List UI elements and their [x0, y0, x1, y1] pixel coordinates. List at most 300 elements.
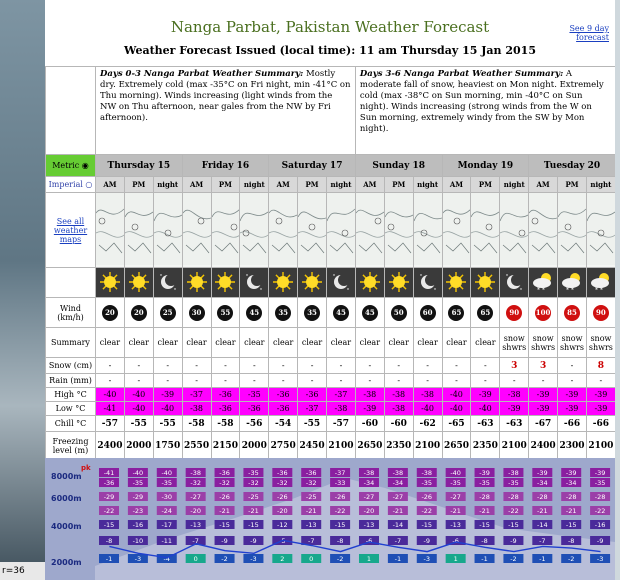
high-row	[46, 388, 616, 402]
rain-cell: -	[240, 374, 269, 388]
chill-cell: -65	[442, 416, 471, 432]
high-temp-cell: -38	[413, 388, 442, 402]
snow-cell: 3	[529, 358, 558, 374]
time-slot: night	[413, 177, 442, 193]
weather-map-image	[414, 193, 442, 265]
snow-cell: -	[240, 358, 269, 374]
profile-temp-value: -13	[190, 521, 201, 529]
profile-temp-value: -27	[190, 493, 201, 501]
profile-temp-value: -38	[508, 469, 519, 477]
low-temp-cell: -38	[182, 402, 211, 416]
radio-empty-icon[interactable]: ○	[82, 180, 93, 189]
summary-cell: clear	[240, 328, 269, 358]
summary-cell: snow shwrs	[529, 328, 558, 358]
summary-cell: clear	[471, 328, 500, 358]
snow-cell: -	[558, 358, 587, 374]
high-temp-cell: -40	[124, 388, 153, 402]
weather-map-thumbnail[interactable]	[500, 193, 529, 268]
weather-map-thumbnail[interactable]	[471, 193, 500, 268]
profile-temp-value: -9	[221, 537, 228, 545]
chill-cell: -66	[586, 416, 615, 432]
wind-cell	[529, 298, 558, 328]
chill-cell: -57	[327, 416, 356, 432]
metric-toggle[interactable]	[46, 155, 96, 177]
high-temp-cell: -36	[269, 388, 298, 402]
profile-temp-value: -26	[219, 493, 230, 501]
chill-cell: -54	[269, 416, 298, 432]
profile-temp-value: -21	[219, 507, 230, 515]
summary-row	[46, 67, 616, 155]
time-slot: night	[240, 177, 269, 193]
snow-label: Snow (cm)	[46, 358, 96, 374]
profile-temp-value: -7	[192, 537, 199, 545]
freezing-cell: 2750	[269, 432, 298, 460]
profile-temp-value: -22	[103, 507, 115, 515]
time-slot: PM	[384, 177, 413, 193]
profile-temp-value: -16	[594, 521, 606, 529]
chill-cell: -58	[182, 416, 211, 432]
wind-cell	[327, 298, 356, 328]
see-weather-maps-link[interactable]: See all weather maps	[53, 216, 88, 244]
weather-map-thumbnail[interactable]	[529, 193, 558, 268]
profile-temp-value: -7	[539, 537, 546, 545]
low-temp-cell: -39	[586, 402, 615, 416]
profile-temp-value: -20	[190, 507, 201, 515]
low-temp-cell: -40	[471, 402, 500, 416]
profile-temp-value: -39	[594, 469, 606, 477]
weather-map-thumbnail[interactable]	[269, 193, 298, 268]
weather-map-thumbnail[interactable]	[182, 193, 211, 268]
altitude-level-label: 8000m	[51, 472, 82, 481]
freezing-cell: 2000	[124, 432, 153, 460]
wind-label: Wind (km/h)	[46, 298, 96, 328]
summary-heading: Days 0-3 Nanga Parbat Weather Summary:	[100, 69, 304, 79]
weather-map-image	[183, 193, 211, 265]
summary-cell: clear	[124, 328, 153, 358]
wind-direction-icon: 20	[131, 305, 147, 321]
snow-cloud-icon	[529, 268, 558, 298]
maps-row	[46, 193, 616, 268]
profile-temp-value: -21	[392, 507, 404, 515]
profile-temp-value: -34	[392, 479, 404, 487]
profile-temp-value: 1	[366, 555, 372, 563]
profile-temp-value: -5	[279, 537, 286, 545]
profile-temp-value: -3	[596, 555, 604, 563]
weather-map-thumbnail[interactable]	[586, 193, 615, 268]
snow-cell: -	[153, 358, 182, 374]
profile-temp-value: -25	[305, 493, 317, 501]
snow-cell: 3	[500, 358, 529, 374]
weather-map-thumbnail[interactable]	[96, 193, 125, 268]
high-temp-cell: -40	[96, 388, 125, 402]
profile-temp-value: -9	[250, 537, 257, 545]
sun-icon	[211, 268, 240, 298]
slot-row	[46, 177, 616, 193]
profile-temp-value: -3	[250, 555, 257, 563]
profile-temp-value: -39	[537, 469, 548, 477]
wind-cell	[124, 298, 153, 328]
chill-cell: -57	[96, 416, 125, 432]
profile-temp-value: -28	[508, 493, 519, 501]
wind-cell	[586, 298, 615, 328]
window-edge	[615, 0, 620, 580]
profile-temp-value: -27	[363, 493, 375, 501]
summary-cell: snow shwrs	[500, 328, 529, 358]
low-temp-cell: -38	[384, 402, 413, 416]
profile-temp-value: -13	[363, 521, 375, 529]
time-slot: AM	[182, 177, 211, 193]
profile-temp-value: -32	[277, 479, 288, 487]
weather-map-image	[356, 193, 384, 265]
freezing-row	[46, 432, 616, 460]
profile-temp-value: -32	[248, 479, 259, 487]
sun-icon	[442, 268, 471, 298]
imperial-toggle[interactable]	[46, 177, 96, 193]
chill-cell: -60	[384, 416, 413, 432]
day-header: Sunday 18	[355, 155, 442, 177]
high-temp-cell: -35	[240, 388, 269, 402]
rain-cell: -	[327, 374, 356, 388]
weather-map-thumbnail[interactable]	[384, 193, 413, 268]
weather-map-thumbnail[interactable]	[211, 193, 240, 268]
wind-direction-icon: 30	[189, 305, 205, 321]
profile-temp-value: -16	[132, 521, 144, 529]
profile-temp-value: -9	[596, 537, 604, 545]
profile-temp-value: -36	[305, 469, 317, 477]
profile-temp-value: -11	[161, 537, 173, 545]
profile-temp-value: -35	[450, 479, 461, 487]
low-temp-cell: -41	[96, 402, 125, 416]
summary-cell: clear	[327, 328, 356, 358]
snow-cell: -	[471, 358, 500, 374]
freezing-cell: 2100	[586, 432, 615, 460]
low-temp-cell: -36	[269, 402, 298, 416]
profile-temp-value: -6	[365, 537, 373, 545]
summary-cell: clear	[211, 328, 240, 358]
weather-map-thumbnail[interactable]	[240, 193, 269, 268]
profile-temp-value: -27	[450, 493, 461, 501]
weather-maps-link-cell	[46, 193, 96, 268]
sun-icon	[298, 268, 327, 298]
chill-cell: -67	[529, 416, 558, 432]
high-temp-cell: -38	[355, 388, 384, 402]
summary-cell: clear	[269, 328, 298, 358]
profile-temp-value: -10	[132, 537, 144, 545]
weather-map-thumbnail[interactable]	[298, 193, 327, 268]
profile-temp-value: -3	[423, 555, 431, 563]
summary-cell: clear	[413, 328, 442, 358]
snow-cell: -	[355, 358, 384, 374]
wind-direction-icon: 20	[102, 305, 118, 321]
time-slot: night	[500, 177, 529, 193]
low-temp-cell: -39	[355, 402, 384, 416]
rain-cell: -	[442, 374, 471, 388]
rain-cell: -	[211, 374, 240, 388]
profile-temp-value: -8	[336, 537, 344, 545]
radio-selected-icon[interactable]: ◉	[79, 161, 89, 170]
low-temp-cell: -39	[500, 402, 529, 416]
moon-icon	[500, 268, 529, 298]
summary-corner	[46, 67, 96, 155]
summary-text: A moderate fall of snow, heaviest on Mon night. Extremely cold (max -38°C on Sun morning, min -40°C on Sun night). Winds increasing (strong winds from the W on Sun morning, extremely windy from the SW by Mon night).	[359, 69, 604, 134]
wind-direction-icon: 65	[448, 305, 464, 321]
weather-map-thumbnail[interactable]	[355, 193, 384, 268]
profile-temp-value: -20	[277, 507, 288, 515]
chill-cell: -63	[500, 416, 529, 432]
summary-heading: Days 3-6 Nanga Parbat Weather Summary:	[359, 69, 564, 79]
profile-temp-value: -9	[423, 537, 431, 545]
summary-text: Mostly dry. Extremely cold (max -35°C on Fri night, min -41°C on Thu morning). Winds increasing (light winds from the NW on Thu afternoon, near gales from the NW by Fri afternoon).	[100, 69, 351, 123]
profile-temp-value: -36	[277, 469, 288, 477]
profile-temp-value: -13	[305, 521, 317, 529]
sun-icon	[124, 268, 153, 298]
profile-temp-value: -35	[594, 479, 606, 487]
metric-label: Metric	[52, 161, 80, 170]
profile-temp-value: -21	[248, 507, 259, 515]
moon-icon	[153, 268, 182, 298]
rain-label: Rain (mm)	[46, 374, 96, 388]
profile-temp-value: -15	[248, 521, 259, 529]
weather-map-image	[471, 193, 499, 265]
high-temp-cell: -39	[558, 388, 587, 402]
day-header: Saturday 17	[269, 155, 356, 177]
rain-row	[46, 374, 616, 388]
profile-temp-value: -20	[363, 507, 375, 515]
moon-icon	[413, 268, 442, 298]
profile-temp-value: -21	[450, 507, 461, 515]
weather-map-image	[240, 193, 268, 265]
chill-cell: -55	[298, 416, 327, 432]
nine-day-forecast-link[interactable]: See 9 day forecast	[569, 24, 609, 42]
wind-cell	[240, 298, 269, 328]
snow-cell: -	[413, 358, 442, 374]
time-slot: AM	[442, 177, 471, 193]
chill-cell: -63	[471, 416, 500, 432]
profile-temp-value: -41	[103, 469, 115, 477]
profile-temp-value: -1	[105, 555, 113, 563]
weather-map-image	[558, 193, 586, 265]
weather-summary-1	[355, 67, 615, 155]
weather-map-thumbnail[interactable]	[413, 193, 442, 268]
sun-icon	[269, 268, 298, 298]
profile-temp-value: -2	[336, 555, 344, 563]
low-label: Low °C	[46, 402, 96, 416]
time-slot: AM	[269, 177, 298, 193]
profile-temp-value: -23	[132, 507, 144, 515]
low-temp-cell: -36	[240, 402, 269, 416]
profile-temp-value: -2	[567, 555, 575, 563]
profile-temp-value: -14	[392, 521, 404, 529]
profile-temp-value: -22	[421, 507, 433, 515]
weather-map-thumbnail[interactable]	[153, 193, 182, 268]
wind-cell	[211, 298, 240, 328]
high-temp-cell: -39	[529, 388, 558, 402]
weather-map-thumbnail[interactable]	[558, 193, 587, 268]
chill-cell: -66	[558, 416, 587, 432]
rain-cell: -	[182, 374, 211, 388]
summary-cell: snow shwrs	[586, 328, 615, 358]
freezing-cell: 2350	[384, 432, 413, 460]
profile-temp-value: -34	[537, 479, 548, 487]
chill-row	[46, 416, 616, 432]
sun-icon	[355, 268, 384, 298]
page-title: Nanga Parbat, Pakistan Weather Forecast	[170, 18, 490, 36]
time-slot: AM	[355, 177, 384, 193]
weather-map-thumbnail[interactable]	[442, 193, 471, 268]
day-header: Thursday 15	[96, 155, 183, 177]
wind-direction-icon: 45	[362, 305, 378, 321]
weather-map-image	[298, 193, 326, 265]
profile-temp-value: -38	[190, 469, 201, 477]
icon-label-blank	[46, 268, 96, 298]
profile-temp-value: -36	[103, 479, 115, 487]
freezing-cell: 2400	[96, 432, 125, 460]
wind-direction-icon: 90	[506, 305, 522, 321]
chill-cell: -55	[153, 416, 182, 432]
profile-temp-value: 2	[280, 555, 285, 563]
profile-temp-value: -26	[277, 493, 288, 501]
wind-row	[46, 298, 616, 328]
snow-cloud-icon	[558, 268, 587, 298]
freezing-cell: 2150	[211, 432, 240, 460]
profile-temp-value: -21	[565, 507, 577, 515]
wind-cell	[471, 298, 500, 328]
profile-temp-value: 0	[309, 555, 314, 563]
altitude-profile	[45, 458, 615, 580]
profile-temp-value: -32	[190, 479, 201, 487]
summary-label: Summary	[46, 328, 96, 358]
profile-temp-value: -38	[392, 469, 404, 477]
page-header	[45, 0, 615, 66]
weather-map-image	[154, 193, 182, 265]
snow-cell: -	[298, 358, 327, 374]
weather-map-image	[587, 193, 615, 265]
forecast-table	[45, 66, 615, 460]
high-temp-cell: -39	[471, 388, 500, 402]
low-temp-cell: -36	[211, 402, 240, 416]
profile-temp-value: -21	[305, 507, 317, 515]
profile-temp-value: -35	[248, 469, 259, 477]
freezing-cell: 1750	[153, 432, 182, 460]
time-slot: PM	[558, 177, 587, 193]
time-slot: night	[586, 177, 615, 193]
rain-cell: -	[558, 374, 587, 388]
profile-temp-value: -1	[394, 555, 402, 563]
freezing-cell: 2650	[355, 432, 384, 460]
time-slot: PM	[211, 177, 240, 193]
rain-cell: -	[471, 374, 500, 388]
snow-cell: -	[182, 358, 211, 374]
profile-temp-value: -8	[567, 537, 575, 545]
weather-map-thumbnail[interactable]	[327, 193, 356, 268]
profile-temp-value: -28	[479, 493, 490, 501]
chill-cell: -56	[240, 416, 269, 432]
wind-cell	[355, 298, 384, 328]
profile-temp-value: -36	[219, 469, 230, 477]
day-header: Monday 19	[442, 155, 529, 177]
profile-temp-value: -35	[479, 479, 490, 487]
wind-cell	[413, 298, 442, 328]
profile-temp-value: -39	[565, 469, 577, 477]
snow-cell: -	[327, 358, 356, 374]
summary-cell: clear	[355, 328, 384, 358]
profile-temp-value: 0	[193, 555, 198, 563]
low-temp-cell: -40	[124, 402, 153, 416]
profile-temp-value: -1	[539, 555, 546, 563]
profile-temp-value: -15	[421, 521, 433, 529]
snow-cell: -	[96, 358, 125, 374]
wind-direction-icon: 50	[391, 305, 407, 321]
svg-text:* *: * *	[594, 286, 603, 294]
sun-icon	[96, 268, 125, 298]
svg-text:* *: * *	[565, 286, 574, 294]
snow-cell: -	[384, 358, 413, 374]
wind-cell	[442, 298, 471, 328]
chill-cell: -62	[413, 416, 442, 432]
profile-temp-value: -35	[132, 479, 144, 487]
profile-temp-value: -4	[163, 555, 171, 563]
profile-temp-value: -32	[219, 479, 230, 487]
low-temp-cell: -38	[327, 402, 356, 416]
snow-cloud-icon	[586, 268, 615, 298]
weather-map-thumbnail[interactable]	[124, 193, 153, 268]
rain-cell: -	[96, 374, 125, 388]
freezing-cell: 2000	[240, 432, 269, 460]
profile-temp-value: -7	[394, 537, 402, 545]
profile-temp-value: -21	[537, 507, 548, 515]
profile-temp-value: -40	[161, 469, 173, 477]
wind-direction-icon: 55	[217, 305, 233, 321]
profile-temp-value: -34	[363, 479, 375, 487]
freezing-cell: 2400	[529, 432, 558, 460]
profile-temp-value: -39	[479, 469, 490, 477]
high-temp-cell: -39	[153, 388, 182, 402]
weather-map-image	[212, 193, 240, 265]
profile-temp-value: -15	[219, 521, 230, 529]
day-header: Friday 16	[182, 155, 269, 177]
chill-cell: -58	[211, 416, 240, 432]
time-slot: PM	[124, 177, 153, 193]
profile-temp-value: -13	[450, 521, 461, 529]
moon-icon	[240, 268, 269, 298]
snow-cell: -	[211, 358, 240, 374]
freezing-cell: 2550	[182, 432, 211, 460]
altitude-profile-chart	[45, 458, 615, 580]
sun-icon	[384, 268, 413, 298]
desktop-background	[0, 0, 45, 580]
profile-temp-value: -8	[481, 537, 488, 545]
low-temp-cell: -40	[153, 402, 182, 416]
wind-cell	[558, 298, 587, 328]
profile-temp-value: -22	[594, 507, 606, 515]
freezing-cell: 2100	[500, 432, 529, 460]
summary-cell: snow shwrs	[558, 328, 587, 358]
summary-cell: clear	[298, 328, 327, 358]
profile-temp-value: -1	[481, 555, 488, 563]
chill-cell: -60	[355, 416, 384, 432]
profile-temp-value: -38	[363, 469, 375, 477]
profile-temp-value: -21	[479, 507, 490, 515]
freezing-label: Freezing level (m)	[46, 432, 96, 460]
wind-direction-icon: 45	[246, 305, 262, 321]
profile-temp-value: -7	[307, 537, 315, 545]
profile-temp-value: -29	[132, 493, 144, 501]
high-temp-cell: -36	[298, 388, 327, 402]
time-slot: night	[153, 177, 182, 193]
weather-summary-row	[46, 328, 616, 358]
time-slot: AM	[96, 177, 125, 193]
profile-temp-value: -15	[565, 521, 577, 529]
